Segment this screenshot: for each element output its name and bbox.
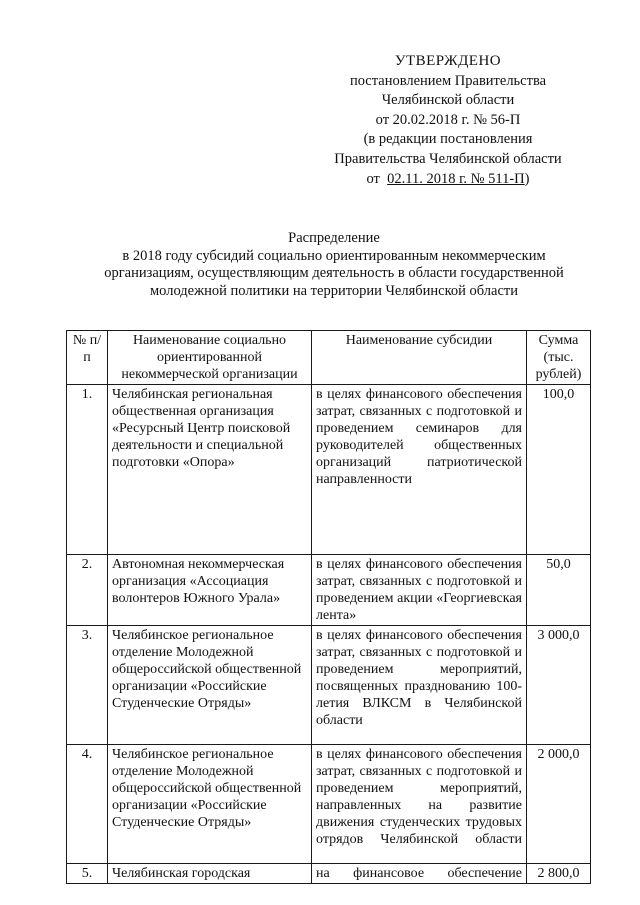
approval-title: УТВЕРЖДЕНО: [394, 53, 502, 69]
approval-from-label: от: [366, 170, 380, 187]
row-purpose: в целях финансового обеспечения затрат, связанных с подготовкой и проведением акции «Георгиевская лента»: [312, 555, 527, 626]
row-amount: 100,0: [527, 385, 591, 555]
approval-line: (в редакции постановления: [363, 131, 533, 148]
row-purpose: в целях финансового обеспечения затрат, связанных с подготовкой и проведением мероприятий, направленных на развитие движения студенческих трудовых отрядов Челябинской области: [312, 745, 527, 864]
table-row: [67, 626, 591, 745]
approval-line: Правительства Челябинской области: [334, 150, 562, 167]
heading-title: Распределение: [288, 230, 380, 246]
row-purpose: на финансовое обеспечение: [312, 864, 527, 884]
approval-line: Челябинской области: [381, 92, 515, 109]
row-org: Автономная некоммерческая организация «Ассоциация волонтеров Южного Урала»: [108, 555, 312, 626]
approval-amendment-date: 02.11. 2018 г. № 511-П: [387, 170, 525, 187]
table-row: [67, 385, 591, 555]
row-purpose: в целях финансового обеспечения затрат, связанных с подготовкой и проведением мероприятий, посвященных празднованию 100-летия ВЛКСМ в Челябинской области: [312, 626, 527, 745]
approval-block: [318, 52, 578, 189]
row-num: 5.: [67, 864, 108, 884]
row-amount: 2 000,0: [527, 745, 591, 864]
table-header-row: [67, 331, 591, 385]
subsidies-table: [66, 330, 591, 884]
row-num: 3.: [67, 626, 108, 745]
row-amount: 2 800,0: [527, 864, 591, 884]
table-row: [67, 864, 591, 884]
row-amount: 3 000,0: [527, 626, 591, 745]
row-num: 2.: [67, 555, 108, 626]
row-purpose: в целях финансового обеспечения затрат, связанных с подготовкой и проведением семинаров для руководителей общественных организаций патриотической направленности: [312, 385, 527, 555]
approval-line-amendment: [318, 170, 578, 190]
header-purpose: Наименование субсидии: [312, 331, 527, 385]
table-row: [67, 555, 591, 626]
row-num: 1.: [67, 385, 108, 555]
document-heading: [84, 230, 584, 300]
approval-closing-paren: ): [524, 170, 530, 187]
row-amount: 50,0: [527, 555, 591, 626]
header-amount: Сумма (тыс. рублей): [527, 331, 591, 385]
header-num: № п/п: [67, 331, 108, 385]
table-row: [67, 745, 591, 864]
header-org: Наименование социально ориентированной некоммерческой организации: [108, 331, 312, 385]
row-num: 4.: [67, 745, 108, 864]
row-org: Челябинская городская: [108, 864, 312, 884]
row-org: Челябинская региональная общественная организация «Ресурсный Центр поисковой деятельности и специальной подготовки «Опора»: [108, 385, 312, 555]
approval-line: от 20.02.2018 г. № 56-П: [375, 111, 521, 128]
row-org: Челябинское региональное отделение Молодежной общероссийской общественной организации «Российские Студенческие Отряды»: [108, 745, 312, 864]
approval-line: постановлением Правительства: [349, 72, 547, 89]
heading-subtitle: в 2018 году субсидий социально ориентированным некоммерческим организациям, осуществляющим деятельность в области государственной молодежной политики на территории Челябинской области: [104, 247, 564, 299]
row-org: Челябинское региональное отделение Молодежной общероссийской общественной организации «Российские Студенческие Отряды»: [108, 626, 312, 745]
